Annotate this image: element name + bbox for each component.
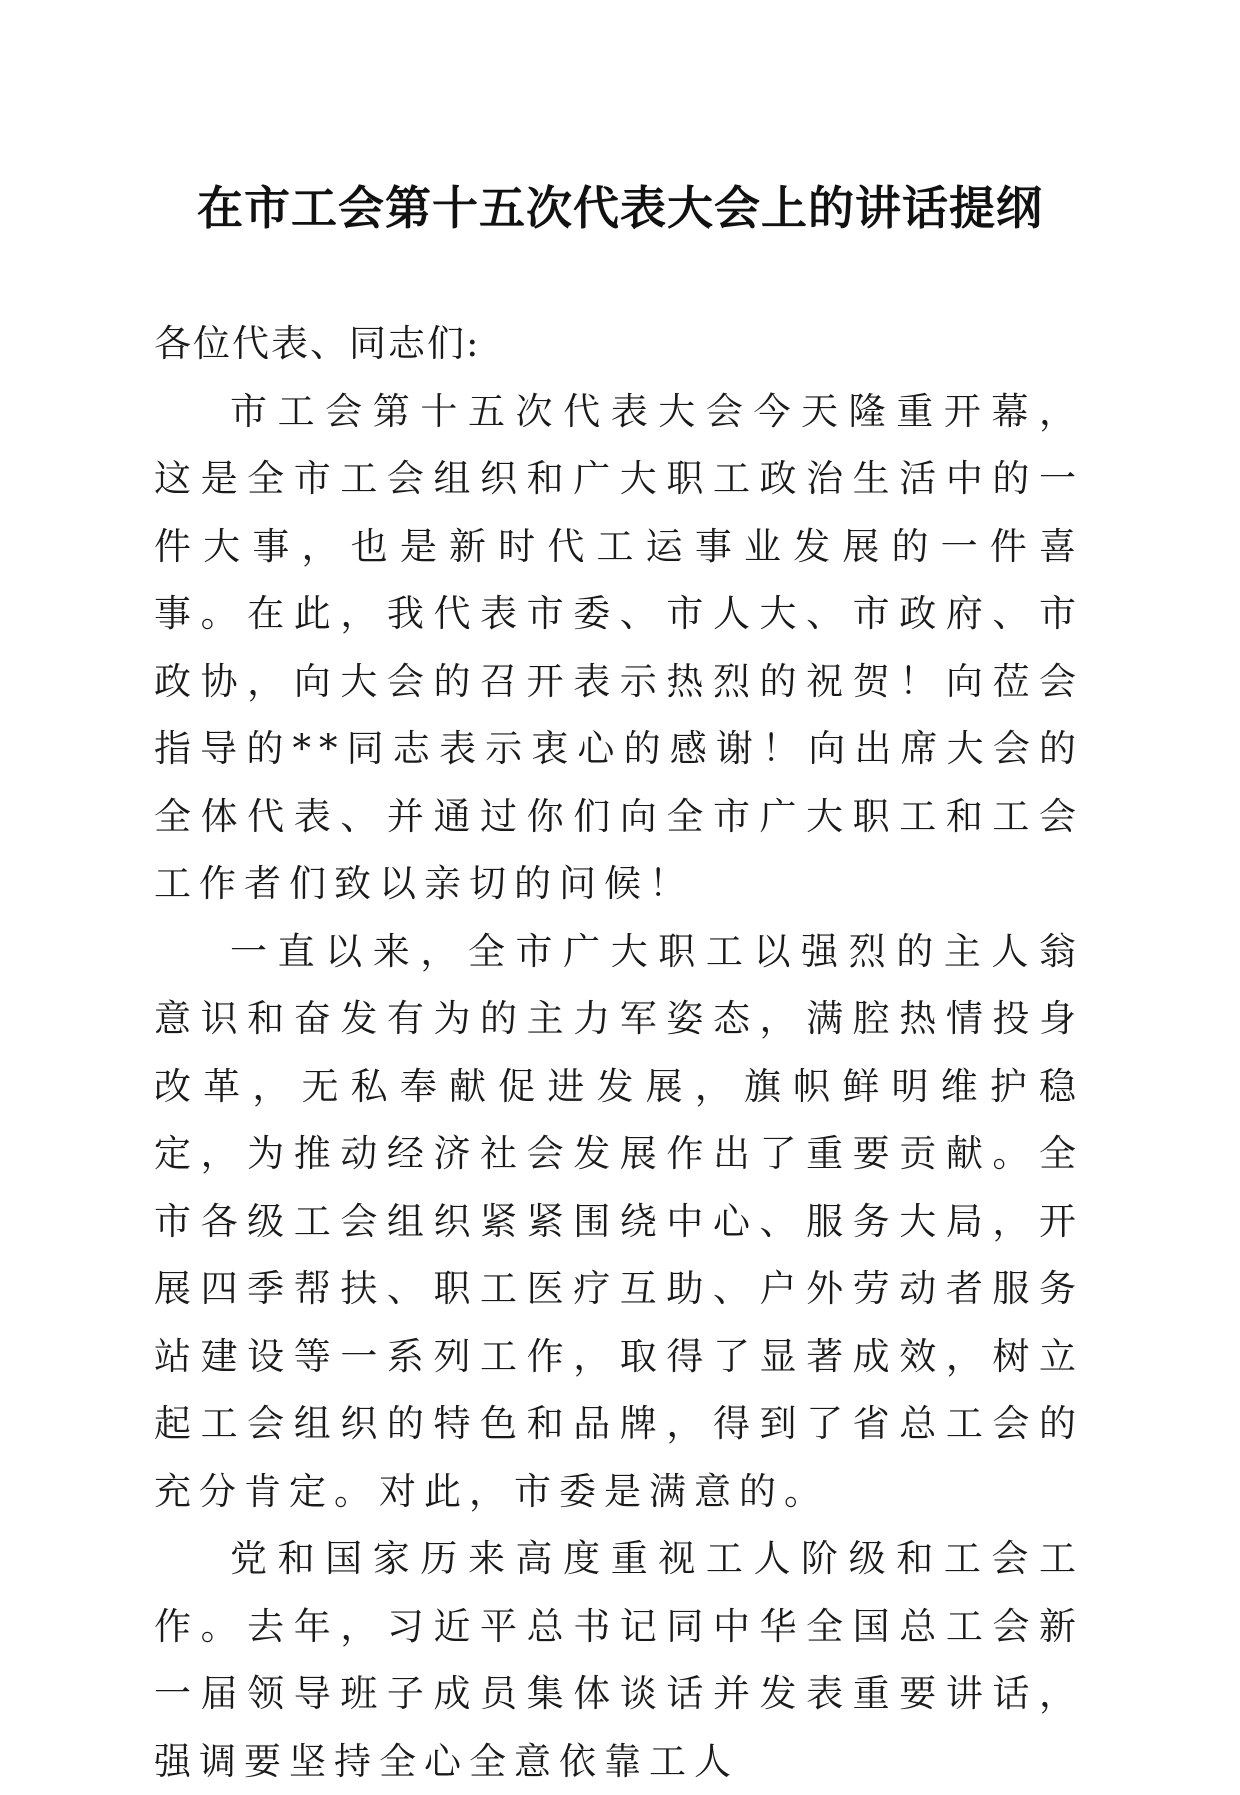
paragraph-achievements: 一直以来，全市广大职工以强烈的主人翁意识和奋发有为的主力军姿态，满腔热情投身改革，无私奉献促进发展，旗帜鲜明维护稳定，为推动经济社会发展作出了重要贡献。全市各级工会组织紧紧围绕中心、服务大局，开展四季帮扶、职工医疗互助、户外劳动者服务站建设等一系列工作，取得了显著成效，树立起工会组织的特色和品牌，得到了省总工会的充分肯定。对此，市委是满意的。 [154, 929, 1084, 1513]
salutation: 各位代表、同志们: [154, 322, 481, 365]
paragraph-party-attention: 党和国家历来高度重视工人阶级和工会工作。去年，习近平总书记同中华全国总工会新一届领导班子成员集体谈话并发表重要讲话，强调要坚持全心全意依靠工人 [154, 1537, 1084, 1783]
paragraph-opening: 市工会第十五次代表大会今天隆重开幕，这是全市工会组织和广大职工政治生活中的一件大事，也是新时代工运事业发展的一件喜事。在此，我代表市委、市人大、市政府、市政协，向大会的召开表示热烈的祝贺！向莅会指导的**同志表示衷心的感谢！向出席大会的全体代表、并通过你们向全市广大职工和工会工作者们致以亲切的问候！ [154, 389, 1084, 905]
document-body [154, 310, 1084, 1795]
document-title: 在市工会第十五次代表大会上的讲话提纲 [197, 181, 1043, 235]
